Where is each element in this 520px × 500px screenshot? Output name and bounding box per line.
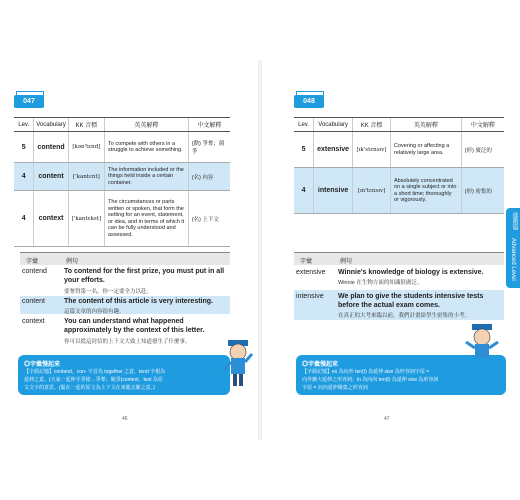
- tip-line: 字尾 = 向內延伸聚集之形容詞: [302, 385, 368, 391]
- row-chinese: (形) 廣泛的: [461, 132, 504, 168]
- row-kk: [ɪk'stɛnsɪv]: [353, 132, 391, 168]
- tip-title: ◎字彙慢起來: [24, 362, 61, 368]
- example-header-sentence: 例句: [66, 259, 79, 265]
- example-header-sentence: 例句: [340, 259, 353, 265]
- example-word: intensive: [296, 293, 324, 300]
- tip-line: 【字源記憶】contend，con- 字首為 together 之意，tend 字根為: [24, 369, 166, 375]
- row-chinese: (動) 爭奪；競爭: [188, 132, 230, 163]
- example-translation: 你可以從這封信的上下文大致上知道發生了什麼事。: [64, 339, 191, 345]
- example-row: [294, 290, 504, 320]
- header-chinese-definition: 中文解釋: [461, 118, 504, 132]
- row-english: Absolutely concentrated on a single subject or into a short time; thoroughly or vigorously.: [391, 168, 462, 214]
- row-lev: 5: [294, 132, 314, 168]
- row-chinese: (形) 密集的: [461, 168, 504, 214]
- header-chinese-definition: 中文解釋: [188, 118, 230, 132]
- tip-body: [302, 368, 438, 392]
- row-word: extensive: [314, 132, 353, 168]
- row-word: contend: [34, 132, 68, 163]
- row-kk: ['kantɛnt]: [68, 163, 104, 191]
- example-word: extensive: [296, 269, 326, 276]
- row-word: content: [34, 163, 68, 191]
- tip-box: [18, 355, 230, 395]
- header-english-definition: 英英解釋: [391, 118, 462, 132]
- example-header-word: 字彙: [26, 259, 39, 265]
- row-lev: 4: [294, 168, 314, 214]
- page-number: 47: [384, 416, 390, 422]
- row-word: intensive: [314, 168, 353, 214]
- example-word: context: [22, 318, 45, 325]
- tip-line: 文文字的意思。(緊在一起的原文為上下文在來龍去脈之意。): [24, 385, 155, 391]
- example-sentence: You can understand what happened approximately by the context of this letter.: [64, 318, 205, 334]
- row-chinese: (名) 內容: [188, 163, 230, 191]
- row-kk: ['kantɛkst]: [68, 191, 104, 247]
- row-kk: [ɪn'tɛnsɪv]: [353, 168, 391, 214]
- header-vocabulary: Vocabulary: [34, 118, 68, 132]
- example-header-word: 字彙: [300, 259, 313, 265]
- row-chinese: (名) 上下文: [188, 191, 230, 247]
- mascot-illustration: [462, 322, 502, 362]
- header-kk: KK 音標: [353, 118, 391, 132]
- example-translation: 這篇文章的內容很有趣。: [64, 309, 125, 315]
- header-english-definition: 英英解釋: [105, 118, 189, 132]
- row-kk: [kən'tɛnd]: [68, 132, 104, 163]
- example-header: [294, 252, 504, 265]
- row-lev: 5: [14, 132, 34, 163]
- side-tab-english: Advanced Level: [510, 238, 516, 281]
- header-lev: Lev.: [14, 118, 34, 132]
- left-page: [0, 0, 258, 500]
- unit-badge: 048: [294, 95, 324, 108]
- example-row: [294, 266, 504, 288]
- example-sentence: Winnie's knowledge of biology is extensive.: [338, 269, 484, 276]
- row-english: Covering or affecting a relatively large area.: [391, 132, 462, 168]
- example-translation: 要奪得第一名，你一定要全力以赴。: [64, 289, 153, 295]
- table-row: [14, 132, 230, 163]
- example-sentence: To contend for the first prize, you must put in all your efforts.: [64, 268, 225, 284]
- row-lev: 4: [14, 191, 34, 247]
- tip-body: [24, 368, 165, 392]
- table-header-row: [14, 118, 230, 132]
- example-row: [20, 296, 230, 314]
- table-row: [14, 163, 230, 191]
- row-english: The information included or the things held inside a certain container.: [105, 163, 189, 191]
- row-lev: 4: [14, 163, 34, 191]
- example-translation: 在真正的大考來臨以前，我們計畫給學生密集的小考。: [338, 313, 471, 319]
- right-page: [262, 0, 520, 500]
- side-tab-chinese: 進階篇: [511, 212, 517, 230]
- unit-badge: 047: [14, 95, 44, 108]
- tip-line: 向外擴大延伸之形容詞；in 為向內 ten(t) 為延伸 sive 為形容詞: [302, 377, 439, 383]
- header-lev: Lev.: [294, 118, 314, 132]
- table-row: [294, 168, 504, 214]
- header-vocabulary: Vocabulary: [314, 118, 353, 132]
- table-row: [294, 132, 504, 168]
- header-kk: KK 音標: [68, 118, 104, 132]
- table-header-row: [294, 118, 504, 132]
- vocab-table: [294, 117, 504, 214]
- level-side-tab: [506, 208, 520, 288]
- row-english: The circumstances or parts written or spoken, that form the setting for an event, statement, or idea, and in terms of which it can be fully understood and assessed.: [105, 191, 189, 247]
- tip-line: 【字源記憶】ex 為向外 ten(t) 為延伸 sive 為形容詞字尾 =: [302, 369, 430, 375]
- example-word: content: [22, 298, 45, 305]
- tip-title: ◎字彙慢起來: [302, 362, 339, 368]
- example-word: contend: [22, 268, 47, 275]
- example-sentence: We plan to give the students intensive tests before the actual exam comes.: [338, 293, 484, 309]
- mascot-illustration: [222, 338, 256, 390]
- page-number: 46: [122, 416, 128, 422]
- row-english: To compete with others in a struggle to achieve something.: [105, 132, 189, 163]
- row-word: context: [34, 191, 68, 247]
- tip-line: 延伸之意。(大家一起伸手爭搶→爭奪；競爭)context，text 為原: [24, 377, 163, 383]
- example-translation: Winnie 在生物方面的知識很廣泛。: [338, 280, 423, 286]
- example-row: [20, 266, 230, 296]
- example-header: [20, 252, 230, 265]
- example-sentence: The content of this article is very interesting.: [64, 298, 213, 305]
- table-row: [14, 191, 230, 247]
- example-row: [20, 316, 230, 346]
- vocab-table: [14, 117, 230, 247]
